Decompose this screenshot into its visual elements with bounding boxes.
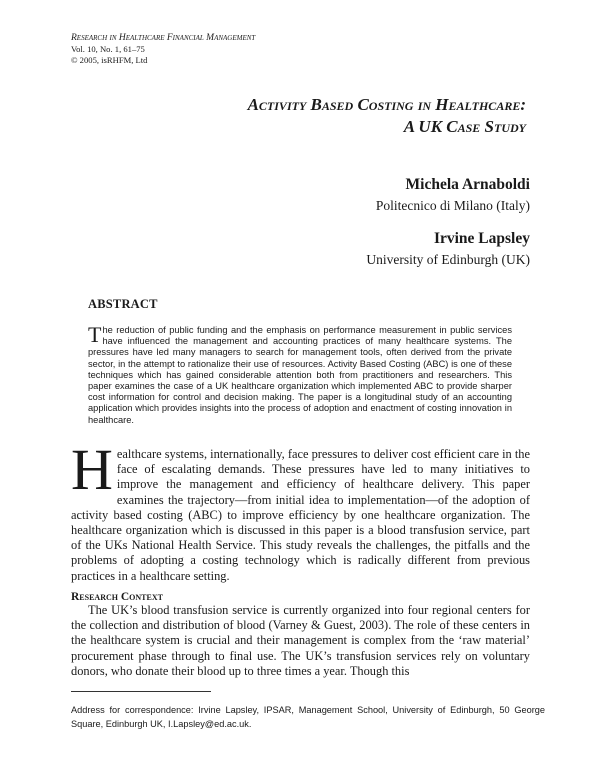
abstract-heading: ABSTRACT bbox=[88, 297, 158, 311]
abstract-body bbox=[88, 322, 512, 426]
journal-header bbox=[71, 33, 255, 66]
intro-text: ealthcare systems, internationally, face pressures to deliver cost efficient care in the face of escalating demands. These pressures have led to many initiatives to improve the management and efficiency of healthcare delivery. This paper examines the trajectory—from initial idea to implementation—of the adoption of activity based costing (ABC) to improve efficiency by one healthcare organization. The healthcare organization which is discussed in this paper is a blood transfusion service, part of the UKs National Health Service. This study reveals the challenges, the pitfalls and the problems of adopting a costing technology which is radically different from previous practices in a healthcare setting. bbox=[71, 447, 530, 583]
author-block bbox=[230, 230, 530, 268]
journal-title: Research in Healthcare Financial Management bbox=[71, 33, 256, 43]
paper-title bbox=[66, 94, 526, 138]
author-affiliation: Politecnico di Milano (Italy) bbox=[375, 198, 530, 213]
section-heading-research-context: Research Context bbox=[71, 591, 163, 603]
footnote: Address for correspondence: Irvine Lapsley, IPSAR, Management School, University of Edinburgh, 50 George Square, Edinburgh UK, I.Lapsley@ed.ac.uk. bbox=[71, 705, 545, 729]
intro-paragraph bbox=[71, 437, 530, 584]
paper-title-line1: Activity Based Costing in Healthcare: bbox=[247, 95, 526, 114]
copyright-line: © 2005, isRHFM, Ltd bbox=[71, 55, 148, 65]
abstract-first-letter: T bbox=[88, 322, 102, 347]
author-name: Michela Arnaboldi bbox=[405, 176, 530, 193]
paper-title-line2: A UK Case Study bbox=[403, 117, 526, 136]
volume-line: Vol. 10, No. 1, 61–75 bbox=[71, 44, 145, 54]
footnote-divider bbox=[71, 691, 211, 692]
intro-drop-cap: H bbox=[71, 437, 113, 502]
research-context-paragraph: The UK’s blood transfusion service is currently organized into four regional centers for the collection and distribution of blood (Varney & Guest, 2003). The role of these centers in the healthcare system is crucial and their management is complex from the ‘raw material’ procurement phase through to final use. The UK’s transfusion services rely on voluntary donors, who donate their blood up to three times a year. Though this bbox=[71, 603, 530, 678]
abstract-text: he reduction of public funding and the emphasis on performance measurement in public services have influenced the management and accounting practices of many healthcare systems. The pressures have led many managers to search for management tools, often derived from the private sector, in the attempt to rationalize their use of resources. Activity Based Costing (ABC) is one of these techniques which has gained considerable attention both from practitioners and researchers. This paper examines the case of a UK healthcare organization which implemented ABC to provide sharper cost information for control and decision making. The paper is a longitudinal study of an accounting application which provides insights into the process of adoption and enactment of costing innovation in healthcare. bbox=[88, 325, 512, 425]
author-affiliation: University of Edinburgh (UK) bbox=[366, 252, 530, 267]
author-name: Irvine Lapsley bbox=[433, 230, 530, 247]
author-block bbox=[230, 176, 530, 214]
